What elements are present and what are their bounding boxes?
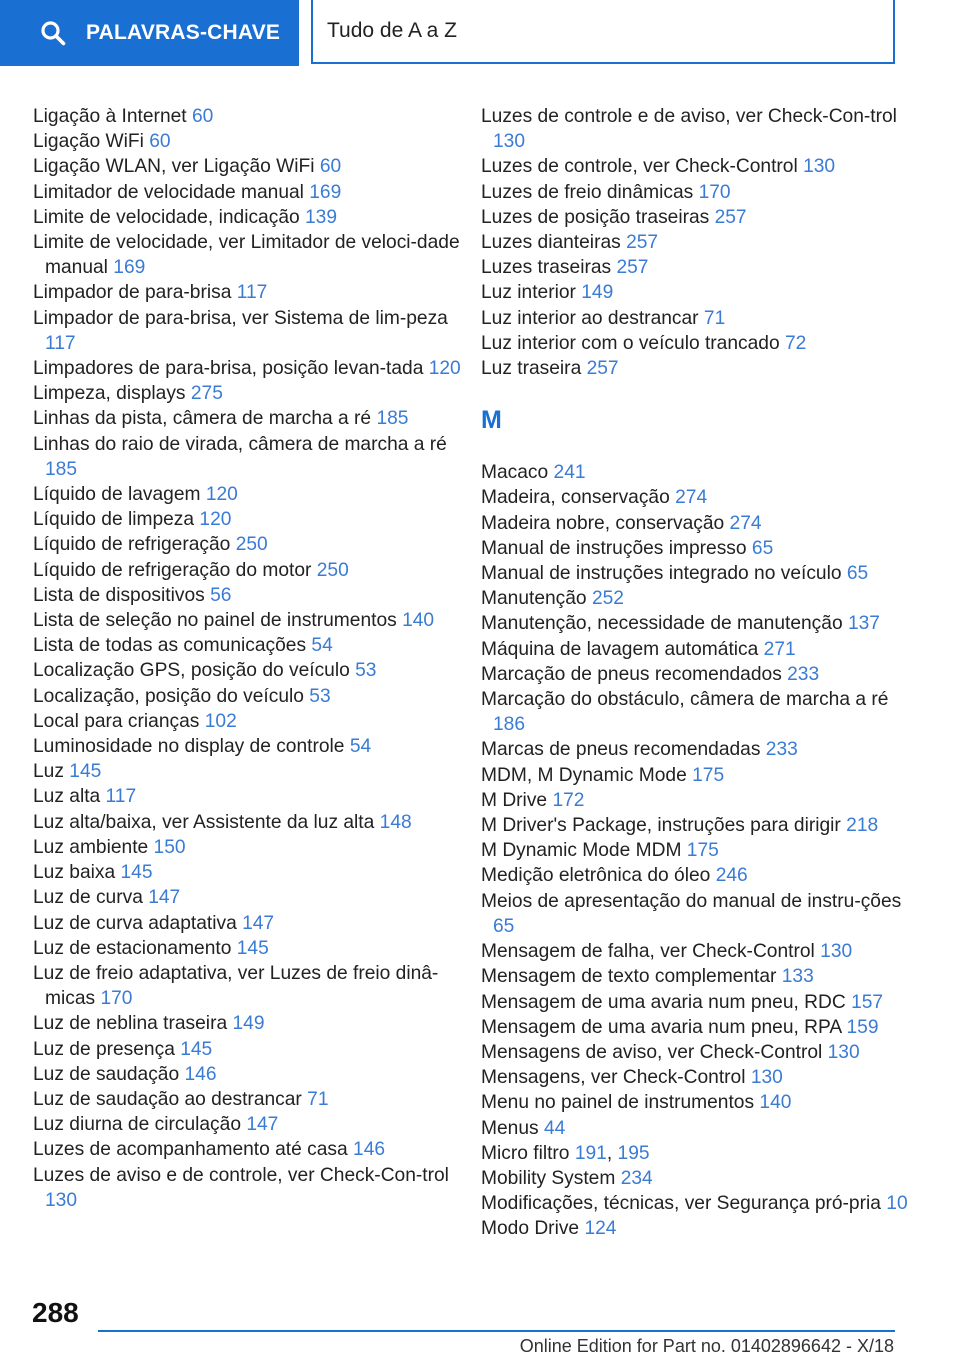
index-entry [481,104,921,154]
page-link[interactable]: 246 [715,865,748,887]
index-entry [33,583,473,608]
index-entry-term: Líquido de refrigeração [33,534,231,556]
page-link[interactable]: 275 [190,383,223,405]
page-link[interactable]: 274 [729,512,762,534]
index-entry-term: Luzes de controle e de aviso, ver Check-Con‐trol [481,106,897,127]
page-link[interactable]: 120 [205,484,238,506]
index-entry [481,611,921,636]
page-link[interactable]: 56 [210,584,232,606]
index-entry [481,637,921,662]
page-link[interactable]: 147 [242,912,275,934]
page-link[interactable]: 169 [113,257,146,279]
index-entry-term: Mensagens, ver Check-Control [481,1067,746,1089]
index-entry [33,835,473,860]
page-link[interactable]: 117 [45,332,76,354]
page-link[interactable]: 250 [235,534,268,556]
index-group-m [481,460,921,1241]
index-entry [481,230,921,255]
index-entry [481,460,921,485]
index-entry-term: Madeira, conservação [481,487,670,509]
index-entry-term: Modo Drive [481,1218,580,1240]
index-entry-term: Máquina de lavagem automática [481,638,759,660]
index-entry-term: Manutenção [481,588,587,610]
index-entry-term: Líquido de refrigeração do motor [33,559,312,581]
page-link[interactable]: 146 [353,1139,386,1161]
page-link[interactable]: 65 [493,915,515,937]
page-link[interactable]: 117 [236,282,268,304]
index-entry [481,205,921,230]
index-entry-term: Micro filtro [481,1142,570,1164]
index-entry-term: Luz diurna de circulação [33,1114,241,1136]
page-link[interactable]: 149 [581,282,614,304]
index-entry [33,1112,473,1137]
index-entry [481,154,921,179]
page-link[interactable]: 169 [309,181,342,203]
page-link[interactable]: 145 [236,937,269,959]
page-link[interactable]: 44 [543,1117,566,1139]
index-entry-term: Luz de saudação [33,1063,180,1085]
index-entry-term: Macaco [481,462,549,484]
index-entry-term: Mensagens de aviso, ver Check-Control [481,1041,823,1063]
index-entry-term: Lista de dispositivos [33,584,205,606]
page-link[interactable]: 53 [355,660,377,682]
page-link[interactable]: 150 [153,836,186,858]
index-entry-term: Luz de estacionamento [33,937,232,959]
keywords-tab-label: PALAVRAS-CHAVE [86,21,281,44]
page-link[interactable]: 54 [349,736,372,758]
page-link[interactable]: 71 [703,307,726,329]
index-entry [481,561,921,586]
index-entry [33,1062,473,1087]
index-entry-term: Mobility System [481,1167,616,1189]
index-entry [481,1191,921,1216]
index-entry [33,356,473,381]
index-entry-term: Menu no painel de instrumentos [481,1092,755,1114]
index-entry [481,863,921,888]
index-entry-term: MDM, M Dynamic Mode [481,764,687,786]
index-entry [481,737,921,762]
page-link[interactable]: 130 [493,131,526,153]
index-entry [481,889,921,939]
index-entry [33,1137,473,1162]
a-to-z-tab-label: Tudo de A a Z [327,19,457,42]
index-entry [481,1216,921,1241]
index-entry-term: Local para crianças [33,710,200,732]
index-entry [33,507,473,532]
index-entry-term: Luminosidade no display de controle [33,736,345,758]
page-link[interactable]: 10 [886,1193,908,1215]
index-entry [481,331,921,356]
index-entry-term: Limpador de para-brisa, ver Sistema de lim‐peza [33,307,448,329]
index-entry [33,608,473,633]
index-entry [33,432,473,482]
index-entry-term: Luz alta/baixa, ver Assistente da luz alta [33,811,375,833]
index-group-l-continued [481,104,921,381]
index-entry-term: Luzes de freio dinâmicas [481,181,694,203]
index-entry-term: Luz [33,761,64,783]
index-entry [33,381,473,406]
page-link[interactable]: 148 [379,811,412,833]
index-entry-term: Limpador de para-brisa [33,282,232,304]
page-link[interactable]: 71 [307,1088,329,1110]
index-entry-term: Luz ambiente [33,836,149,858]
index-entry-term: Mensagem de uma avaria num pneu, RPA [481,1016,842,1038]
footer-divider [98,1330,895,1332]
index-entry [481,813,921,838]
index-entry-term: Luz alta [33,786,101,808]
index-entry-term: Luz interior com o veículo trancado [481,332,780,354]
page-link[interactable]: 137 [847,613,880,635]
index-entry [33,1087,473,1112]
index-entry [481,1040,921,1065]
page-link[interactable]: 233 [787,663,820,685]
page-link[interactable]: 257 [616,257,649,279]
index-entry-term: Ligação à Internet [33,106,187,127]
index-entry [481,586,921,611]
index-entry [33,709,473,734]
index-entry [33,658,473,683]
page-link[interactable]: 175 [692,764,725,786]
index-entry-term: Medição eletrônica do óleo [481,865,711,887]
index-entry [481,662,921,687]
index-entry-term: Localização, posição do veículo [33,685,304,707]
index-entry [33,180,473,205]
page-link[interactable]: 257 [626,232,659,254]
index-entry-term: Luzes de acompanhamento até casa [33,1139,348,1161]
index-entry [33,482,473,507]
index-entry-term: Meios de apresentação do manual de instru‐ções [481,890,902,912]
index-entry-term: Luz de saudação ao destrancar [33,1088,302,1110]
index-entry [33,961,473,1011]
index-entry [33,104,473,129]
index-entry-term: Marcação do obstáculo, câmera de marcha a ré [481,689,889,711]
page-link[interactable]: 130 [45,1189,78,1211]
index-entry [33,558,473,583]
page-link[interactable]: 252 [591,588,624,610]
page-link[interactable]: 65 [751,537,774,559]
index-entry-term: Ligação WLAN, ver Ligação WiFi [33,156,315,178]
index-entry [33,860,473,885]
search-icon [40,20,66,46]
index-entry-term: Madeira nobre, conservação [481,512,725,534]
index-entry-term: Luz interior ao destrancar [481,307,699,329]
index-entry-term: Ligação WiFi [33,131,144,153]
index-entry [33,759,473,784]
index-entry [33,230,473,280]
index-entry [481,485,921,510]
index-column-right [481,104,921,1242]
page-link[interactable]: 185 [45,458,78,480]
page-link[interactable]: 191 [574,1142,607,1164]
index-entry [481,1015,921,1040]
index-entry-term: Lista de seleção no painel de instrumentos [33,610,397,632]
index-entry [33,406,473,431]
index-entry-term: Limpeza, displays [33,383,186,405]
index-entry [33,1011,473,1036]
page-link[interactable]: 195 [617,1142,650,1164]
index-entry-term: Luz de freio adaptativa, ver Luzes de freio dinâ‐micas [33,962,439,1010]
page-link[interactable]: 271 [763,638,796,660]
index-entry [481,536,921,561]
page-link[interactable]: 250 [316,559,349,581]
index-entry [481,788,921,813]
page-link[interactable]: 234 [620,1167,653,1189]
index-entry [481,180,921,205]
index-entry [33,911,473,936]
section-letter: M [481,406,502,435]
index-entry [33,810,473,835]
page-link[interactable]: 65 [846,563,869,585]
index-entry [481,990,921,1015]
index-entry-term: Luz baixa [33,862,116,884]
index-entry [481,255,921,280]
index-entry-term: Luzes dianteiras [481,232,621,254]
index-entry-term: M Drive [481,789,548,811]
index-entry-term: M Dynamic Mode MDM [481,840,682,862]
page-link[interactable]: 274 [675,487,708,509]
page-link[interactable]: 170 [100,988,133,1010]
page-link[interactable]: 145 [69,761,102,783]
page-link[interactable]: 157 [851,991,884,1013]
page-link[interactable]: 257 [714,206,747,228]
page-link[interactable]: 241 [553,462,586,484]
index-column-left [33,104,473,1213]
index-entry-term: Luzes de posição traseiras [481,206,710,228]
index-entry-term: Luz interior [481,282,576,304]
page-link[interactable]: 120 [428,358,461,380]
index-entry-term: Marcação de pneus recomendados [481,663,782,685]
page-link[interactable]: 60 [191,106,214,127]
index-entry [33,784,473,809]
index-entry [481,964,921,989]
index-entry-term: Limite de velocidade, ver Limitador de veloci‐dade manual [33,232,460,279]
index-entry [481,356,921,381]
page-link[interactable]: 257 [586,358,619,380]
index-entry-term: Limpadores de para-brisa, posição levan‐tada [33,358,424,380]
index-entry [33,936,473,961]
page-link[interactable]: 53 [309,685,331,707]
index-entry-term: Luzes de controle, ver Check-Control [481,156,798,178]
index-entry-term: Mensagem de uma avaria num pneu, RDC [481,991,846,1013]
index-entry-term: Lista de todas as comunicações [33,635,307,657]
page-link[interactable]: 146 [184,1063,217,1085]
page-link[interactable]: 175 [686,840,719,862]
page-link[interactable]: 140 [759,1092,792,1114]
page-link[interactable]: 60 [149,131,171,153]
index-entry-term: Luz de curva [33,887,143,909]
index-entry [481,280,921,305]
index-entry-term: Manual de instruções integrado no veículo [481,563,842,585]
index-entry [481,306,921,331]
index-entry [33,1037,473,1062]
index-entry-term: Limitador de velocidade manual [33,181,304,203]
index-entry-term: Luz de presença [33,1038,175,1060]
index-entry-term: Localização GPS, posição do veículo [33,660,350,682]
index-entry [33,885,473,910]
index-entry [481,1166,921,1191]
index-entry-term: Luzes traseiras [481,257,612,279]
page-link[interactable]: 147 [246,1114,279,1136]
index-entry [481,1090,921,1115]
page-link[interactable]: 218 [846,815,879,837]
index-entry [33,129,473,154]
page-link[interactable]: 72 [784,332,807,354]
index-entry [33,280,473,305]
a-to-z-tab[interactable] [311,0,895,64]
page-link[interactable]: 102 [204,710,237,732]
page-link[interactable]: 185 [376,408,409,430]
index-entry [481,838,921,863]
index-entry-term: Manual de instruções impresso [481,537,747,559]
page-link[interactable]: 124 [584,1218,617,1240]
page-link[interactable]: 140 [402,610,435,632]
index-entry [33,1163,473,1213]
page-link[interactable]: 159 [846,1016,879,1038]
edition-footer: Online Edition for Part no. 01402896642 - X/18 [519,1336,894,1356]
page-link[interactable]: 130 [820,941,853,963]
index-entry-term: Mensagem de texto complementar [481,966,777,988]
page-link[interactable]: 172 [552,789,585,811]
page-link[interactable]: 149 [232,1013,265,1035]
index-entry-term: Luz traseira [481,358,582,380]
index-entry-term: Líquido de lavagem [33,484,201,506]
page-link[interactable]: 139 [305,206,338,228]
top-navigation [0,0,960,66]
index-entry [33,532,473,557]
index-entry [481,763,921,788]
index-entry-term: Mensagem de falha, ver Check-Control [481,941,815,963]
index-entry-term: Linhas do raio de virada, câmera de marcha a ré [33,433,447,455]
index-entry [33,633,473,658]
index-entry [33,306,473,356]
index-entry [481,1116,921,1141]
page-link[interactable]: 186 [493,714,526,736]
page-link[interactable]: 145 [120,862,153,884]
page-link[interactable]: 54 [311,635,333,657]
page-link[interactable]: 145 [180,1038,213,1060]
page-link[interactable]: 60 [319,156,342,178]
index-entry [481,511,921,536]
page-link[interactable]: 117 [105,786,137,808]
page-link[interactable]: 147 [148,887,181,909]
index-entry-term: Luz de curva adaptativa [33,912,237,934]
index-entry [33,684,473,709]
page-link[interactable]: 133 [781,966,814,988]
index-entry-term: Manutenção, necessidade de manutenção [481,613,843,635]
index-entry-term: Limite de velocidade, indicação [33,206,300,228]
page-link[interactable]: 130 [827,1041,860,1063]
page-number: 288 [32,1297,79,1328]
index-entry-term: M Driver's Package, instruções para dirigir [481,815,841,837]
index-entry [481,687,921,737]
index-entry-term: Marcas de pneus recomendadas [481,739,761,761]
page-link[interactable]: 120 [199,509,232,531]
index-entry [33,154,473,179]
index-entry [33,734,473,759]
page-link[interactable]: 130 [803,156,836,178]
index-entry [33,205,473,230]
keywords-tab[interactable] [0,0,299,66]
index-entry-term: Linhas da pista, câmera de marcha a ré [33,408,372,430]
index-entry-term: Luz de neblina traseira [33,1013,228,1035]
page-link[interactable]: 170 [698,181,731,203]
index-entry-term: Líquido de limpeza [33,509,195,531]
index-entry-term: Luzes de aviso e de controle, ver Check-Con‐trol [33,1164,449,1186]
page-link[interactable]: 130 [750,1067,783,1089]
index-entry-term: Modificações, técnicas, ver Segurança pró‐pria [481,1193,881,1215]
index-entry-term: Menus [481,1117,539,1139]
page-link[interactable]: 233 [765,739,798,761]
index-entry: Micro filtro 191, 195 [481,1142,650,1164]
index-entry [481,1065,921,1090]
index-entry [481,939,921,964]
